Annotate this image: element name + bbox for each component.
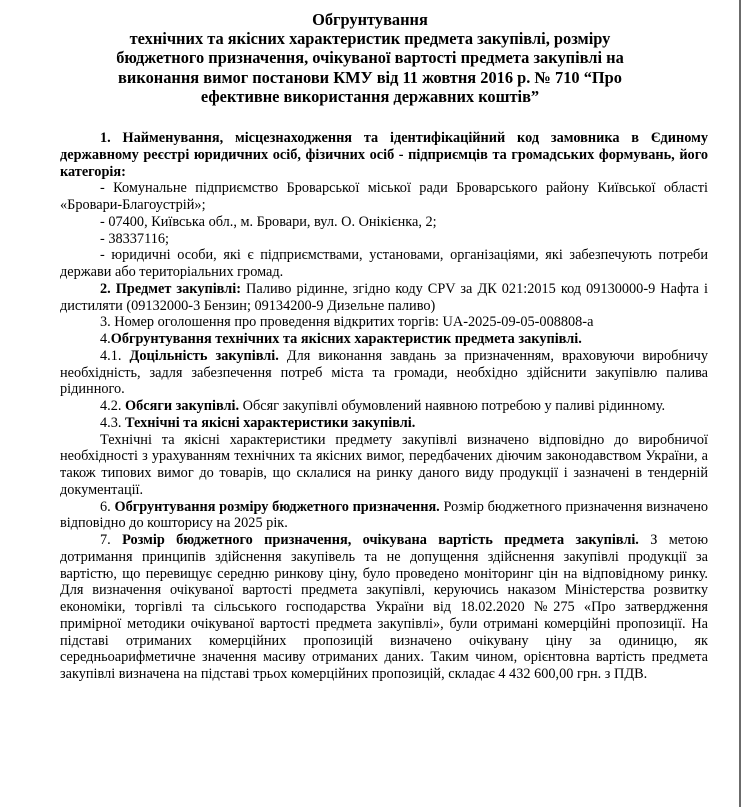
section-4-2-text: Обсяг закупівлі обумовлений наявною потребою у паливі рідинному.	[239, 398, 666, 414]
section-1-heading-text: 1. Найменування, місцезнаходження та ідентифікаційний код замовника в Єдиному державному реєстрі юридичних осіб, фізичних осіб - підприємців та громадських формувань, його категорія:	[60, 130, 708, 180]
section-1-heading	[60, 130, 708, 180]
section-4-2	[60, 398, 708, 415]
section-4-1-prefix: 4.1.	[100, 347, 130, 364]
section-6	[60, 499, 708, 533]
section-4	[60, 331, 708, 348]
section-4-label: Обгрунтування технічних та якісних характеристик предмета закупівлі.	[110, 331, 582, 347]
section-4-1-label: Доцільність закупівлі.	[129, 347, 279, 364]
section-7-prefix: 7.	[100, 532, 123, 548]
customer-code: - 38337116;	[100, 230, 169, 247]
customer-name: - Комунальне підприємство Броварської міської ради Броварського району Київської області «Бровари-Благоустрій»;	[60, 180, 708, 213]
section-4-prefix: 4.	[100, 331, 111, 347]
section-4-1-text: Для виконання завдань за призначенням, враховуючи виробничу необхідність, задля забезпечення потреб міста та громади, необхідно здійснити закупівлю палива рідинного.	[60, 347, 709, 398]
customer-category: - юридичні особи, які є підприємствами, установами, організаціями, які забезпечують потреби держави або територіальних громад.	[60, 247, 708, 280]
section-4-3-prefix: 4.3.	[100, 414, 126, 431]
section-6-label: Обгрунтування розміру бюджетного призначення.	[114, 498, 440, 515]
section-3: 3. Номер оголошення про проведення відкритих торгів: UA-2025-09-05-008808-a	[100, 314, 594, 331]
section-7-label: Розмір бюджетного призначення, очікувана вартість предмета закупівлі.	[122, 532, 639, 548]
section-4-3-text: Технічні та якісні характеристики предмету закупівлі визначено відповідно до виробничої необхідності з урахуванням технічних та якісних вимог, передбачених діючим законодавством України, а також типових вимог до товарів, що склалися на ринку даного виду продукції і зазначені в тендерній документації.	[60, 431, 708, 498]
section-4-3	[60, 415, 708, 432]
section-6-prefix: 6.	[100, 498, 115, 515]
section-7-text: З метою дотримання принципів здійснення закупівель та не допущення здійснення закупівлі продукції за вартістю, що перевищує середню ринкову ціну, було проведено моніторинг цін на відповідному ринку. Для визначення очікуваної вартості предмета закупівлі, керуючись наказом Міністерства розвитку економіки, торгівлі та сільського господарства України від 18.02.2020 №275 «Про затвердження примірної методики очікуваної вартості предмета закупівлі», були отримані комерційні пропозиції. На підставі отриманих комерційних пропозицій визначено очікувану ціну за одиницю, як середньоарифметичне значення масиву отриманих даних. Таким чином, орієнтовна вартість предмета закупівлі визначена на підставі трьох комерційних пропозицій, складає 4 432 600,00 грн. з ПДВ.	[60, 532, 709, 682]
section-7	[60, 532, 708, 683]
section-4-3-label: Технічні та якісні характеристики закупівлі.	[125, 414, 416, 431]
section-4-2-label: Обсяги закупівлі.	[125, 398, 240, 414]
title-line: технічних та якісних характеристик предмета закупівлі, розміру	[129, 29, 611, 49]
document-body	[60, 130, 708, 683]
title-line: виконання вимог постанови КМУ від 11 жовтня 2016 р. № 710 “Про	[118, 67, 622, 87]
document-title	[90, 10, 650, 106]
section-2-label: 2. Предмет закупівлі:	[100, 280, 241, 297]
customer-address: - 07400, Київська обл., м. Бровари, вул. О. Онікієнка, 2;	[100, 213, 437, 230]
section-6-text: Розмір бюджетного призначення визначено відповідно до кошторису на 2025 рік.	[60, 498, 709, 532]
section-2-text: Паливо рідинне, згідно коду CPV за ДК 021:2015 код 09130000-9 Нафта і дистиляти (09132000-3 Бензин; 09134200-9 Дизельне паливо)	[60, 280, 708, 314]
section-2	[60, 281, 708, 315]
section-4-2-prefix: 4.2.	[100, 398, 126, 414]
title-line: бюджетного призначення, очікуваної вартості предмета закупівлі на	[116, 48, 624, 68]
section-4-1	[60, 348, 708, 398]
title-line: ефективне використання державних коштів”	[200, 86, 540, 106]
title-line: Обгрунтування	[312, 10, 428, 29]
